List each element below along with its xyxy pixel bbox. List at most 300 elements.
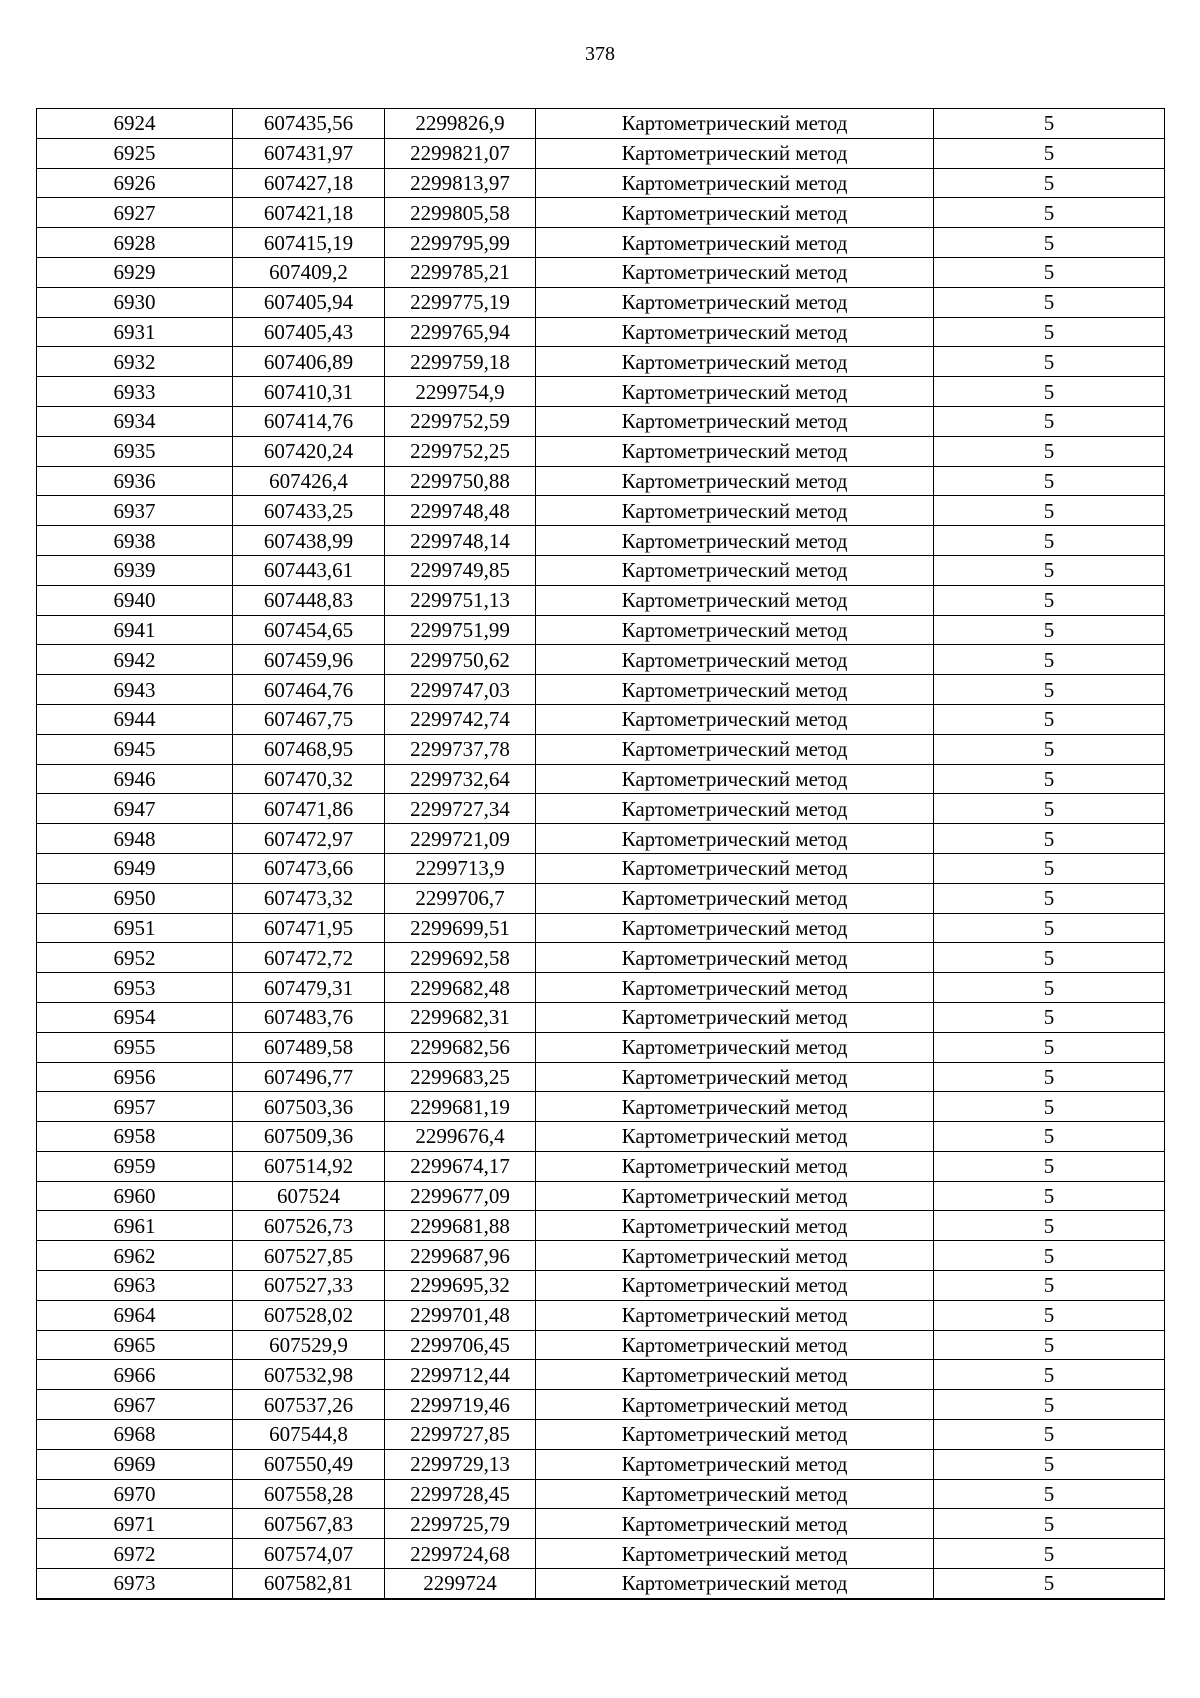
point-number-cell: 6930 — [37, 287, 233, 317]
method-cell: Картометрический метод — [536, 1151, 934, 1181]
point-number-cell: 6963 — [37, 1271, 233, 1301]
accuracy-cell: 5 — [934, 1390, 1165, 1420]
x-coordinate-cell: 607468,95 — [233, 734, 385, 764]
accuracy-cell: 5 — [934, 257, 1165, 287]
point-number-cell: 6929 — [37, 257, 233, 287]
accuracy-cell: 5 — [934, 1032, 1165, 1062]
coordinates-table-body — [37, 109, 1165, 1599]
method-cell: Картометрический метод — [536, 943, 934, 973]
x-coordinate-cell: 607406,89 — [233, 347, 385, 377]
accuracy-cell: 5 — [934, 466, 1165, 496]
x-coordinate-cell: 607472,97 — [233, 824, 385, 854]
method-cell: Картометрический метод — [536, 198, 934, 228]
table-row — [37, 1479, 1165, 1509]
x-coordinate-cell: 607532,98 — [233, 1360, 385, 1390]
x-coordinate-cell: 607405,43 — [233, 317, 385, 347]
table-row — [37, 1092, 1165, 1122]
y-coordinate-cell: 2299682,48 — [385, 973, 536, 1003]
point-number-cell: 6957 — [37, 1092, 233, 1122]
x-coordinate-cell: 607567,83 — [233, 1509, 385, 1539]
accuracy-cell: 5 — [934, 1271, 1165, 1301]
table-row — [37, 1002, 1165, 1032]
method-cell: Картометрический метод — [536, 1569, 934, 1599]
x-coordinate-cell: 607427,18 — [233, 168, 385, 198]
accuracy-cell: 5 — [934, 1092, 1165, 1122]
method-cell: Картометрический метод — [536, 377, 934, 407]
point-number-cell: 6956 — [37, 1062, 233, 1092]
method-cell: Картометрический метод — [536, 1002, 934, 1032]
table-row — [37, 1420, 1165, 1450]
accuracy-cell: 5 — [934, 287, 1165, 317]
x-coordinate-cell: 607464,76 — [233, 675, 385, 705]
table-row — [37, 645, 1165, 675]
y-coordinate-cell: 2299724,68 — [385, 1539, 536, 1569]
y-coordinate-cell: 2299713,9 — [385, 853, 536, 883]
table-row — [37, 764, 1165, 794]
table-row — [37, 704, 1165, 734]
method-cell: Картометрический метод — [536, 824, 934, 854]
y-coordinate-cell: 2299725,79 — [385, 1509, 536, 1539]
table-row — [37, 317, 1165, 347]
accuracy-cell: 5 — [934, 555, 1165, 585]
accuracy-cell: 5 — [934, 406, 1165, 436]
accuracy-cell: 5 — [934, 1479, 1165, 1509]
point-number-cell: 6967 — [37, 1390, 233, 1420]
method-cell: Картометрический метод — [536, 1181, 934, 1211]
method-cell: Картометрический метод — [536, 1241, 934, 1271]
table-row — [37, 1330, 1165, 1360]
x-coordinate-cell: 607527,33 — [233, 1271, 385, 1301]
x-coordinate-cell: 607467,75 — [233, 704, 385, 734]
point-number-cell: 6948 — [37, 824, 233, 854]
table-row — [37, 1151, 1165, 1181]
table-row — [37, 1211, 1165, 1241]
accuracy-cell: 5 — [934, 377, 1165, 407]
y-coordinate-cell: 2299706,7 — [385, 883, 536, 913]
x-coordinate-cell: 607426,4 — [233, 466, 385, 496]
y-coordinate-cell: 2299750,88 — [385, 466, 536, 496]
x-coordinate-cell: 607443,61 — [233, 555, 385, 585]
method-cell: Картометрический метод — [536, 526, 934, 556]
y-coordinate-cell: 2299754,9 — [385, 377, 536, 407]
method-cell: Картометрический метод — [536, 1360, 934, 1390]
y-coordinate-cell: 2299752,25 — [385, 436, 536, 466]
method-cell: Картометрический метод — [536, 317, 934, 347]
point-number-cell: 6924 — [37, 109, 233, 139]
table-row — [37, 585, 1165, 615]
method-cell: Картометрический метод — [536, 436, 934, 466]
point-number-cell: 6965 — [37, 1330, 233, 1360]
y-coordinate-cell: 2299749,85 — [385, 555, 536, 585]
accuracy-cell: 5 — [934, 585, 1165, 615]
y-coordinate-cell: 2299677,09 — [385, 1181, 536, 1211]
table-row — [37, 168, 1165, 198]
point-number-cell: 6943 — [37, 675, 233, 705]
x-coordinate-cell: 607433,25 — [233, 496, 385, 526]
table-row — [37, 1390, 1165, 1420]
method-cell: Картометрический метод — [536, 1032, 934, 1062]
y-coordinate-cell: 2299712,44 — [385, 1360, 536, 1390]
method-cell: Картометрический метод — [536, 1271, 934, 1301]
accuracy-cell: 5 — [934, 1181, 1165, 1211]
accuracy-cell: 5 — [934, 138, 1165, 168]
y-coordinate-cell: 2299742,74 — [385, 704, 536, 734]
y-coordinate-cell: 2299683,25 — [385, 1062, 536, 1092]
table-row — [37, 824, 1165, 854]
point-number-cell: 6941 — [37, 615, 233, 645]
x-coordinate-cell: 607483,76 — [233, 1002, 385, 1032]
point-number-cell: 6954 — [37, 1002, 233, 1032]
y-coordinate-cell: 2299785,21 — [385, 257, 536, 287]
accuracy-cell: 5 — [934, 764, 1165, 794]
accuracy-cell: 5 — [934, 913, 1165, 943]
accuracy-cell: 5 — [934, 1449, 1165, 1479]
table-row — [37, 555, 1165, 585]
point-number-cell: 6935 — [37, 436, 233, 466]
method-cell: Картометрический метод — [536, 257, 934, 287]
method-cell: Картометрический метод — [536, 1330, 934, 1360]
point-number-cell: 6950 — [37, 883, 233, 913]
accuracy-cell: 5 — [934, 436, 1165, 466]
y-coordinate-cell: 2299765,94 — [385, 317, 536, 347]
y-coordinate-cell: 2299813,97 — [385, 168, 536, 198]
point-number-cell: 6972 — [37, 1539, 233, 1569]
method-cell: Картометрический метод — [536, 168, 934, 198]
y-coordinate-cell: 2299748,48 — [385, 496, 536, 526]
method-cell: Картометрический метод — [536, 287, 934, 317]
table-row — [37, 1449, 1165, 1479]
accuracy-cell: 5 — [934, 1330, 1165, 1360]
point-number-cell: 6947 — [37, 794, 233, 824]
table-row — [37, 794, 1165, 824]
table-row — [37, 436, 1165, 466]
table-row — [37, 734, 1165, 764]
accuracy-cell: 5 — [934, 675, 1165, 705]
y-coordinate-cell: 2299821,07 — [385, 138, 536, 168]
method-cell: Картометрический метод — [536, 1390, 934, 1420]
method-cell: Картометрический метод — [536, 645, 934, 675]
point-number-cell: 6970 — [37, 1479, 233, 1509]
y-coordinate-cell: 2299751,13 — [385, 585, 536, 615]
x-coordinate-cell: 607435,56 — [233, 109, 385, 139]
table-row — [37, 466, 1165, 496]
x-coordinate-cell: 607544,8 — [233, 1420, 385, 1450]
x-coordinate-cell: 607528,02 — [233, 1300, 385, 1330]
accuracy-cell: 5 — [934, 973, 1165, 1003]
accuracy-cell: 5 — [934, 1211, 1165, 1241]
point-number-cell: 6926 — [37, 168, 233, 198]
table-row — [37, 138, 1165, 168]
method-cell: Картометрический метод — [536, 734, 934, 764]
point-number-cell: 6942 — [37, 645, 233, 675]
accuracy-cell: 5 — [934, 824, 1165, 854]
accuracy-cell: 5 — [934, 734, 1165, 764]
accuracy-cell: 5 — [934, 943, 1165, 973]
table-row — [37, 1241, 1165, 1271]
table-row — [37, 1569, 1165, 1599]
method-cell: Картометрический метод — [536, 883, 934, 913]
point-number-cell: 6958 — [37, 1122, 233, 1152]
accuracy-cell: 5 — [934, 1062, 1165, 1092]
x-coordinate-cell: 607459,96 — [233, 645, 385, 675]
y-coordinate-cell: 2299724 — [385, 1569, 536, 1599]
accuracy-cell: 5 — [934, 1539, 1165, 1569]
method-cell: Картометрический метод — [536, 1211, 934, 1241]
table-row — [37, 883, 1165, 913]
point-number-cell: 6925 — [37, 138, 233, 168]
x-coordinate-cell: 607550,49 — [233, 1449, 385, 1479]
y-coordinate-cell: 2299727,34 — [385, 794, 536, 824]
point-number-cell: 6945 — [37, 734, 233, 764]
method-cell: Картометрический метод — [536, 228, 934, 258]
x-coordinate-cell: 607431,97 — [233, 138, 385, 168]
page-number: 378 — [585, 43, 615, 65]
accuracy-cell: 5 — [934, 526, 1165, 556]
x-coordinate-cell: 607410,31 — [233, 377, 385, 407]
x-coordinate-cell: 607496,77 — [233, 1062, 385, 1092]
table-row — [37, 853, 1165, 883]
accuracy-cell: 5 — [934, 1300, 1165, 1330]
point-number-cell: 6962 — [37, 1241, 233, 1271]
point-number-cell: 6961 — [37, 1211, 233, 1241]
accuracy-cell: 5 — [934, 228, 1165, 258]
table-row — [37, 109, 1165, 139]
point-number-cell: 6953 — [37, 973, 233, 1003]
accuracy-cell: 5 — [934, 317, 1165, 347]
y-coordinate-cell: 2299751,99 — [385, 615, 536, 645]
y-coordinate-cell: 2299721,09 — [385, 824, 536, 854]
x-coordinate-cell: 607503,36 — [233, 1092, 385, 1122]
y-coordinate-cell: 2299682,56 — [385, 1032, 536, 1062]
point-number-cell: 6934 — [37, 406, 233, 436]
y-coordinate-cell: 2299706,45 — [385, 1330, 536, 1360]
method-cell: Картометрический метод — [536, 1479, 934, 1509]
method-cell: Картометрический метод — [536, 1092, 934, 1122]
table-row — [37, 406, 1165, 436]
x-coordinate-cell: 607574,07 — [233, 1539, 385, 1569]
y-coordinate-cell: 2299701,48 — [385, 1300, 536, 1330]
method-cell: Картометрический метод — [536, 138, 934, 168]
accuracy-cell: 5 — [934, 794, 1165, 824]
method-cell: Картометрический метод — [536, 109, 934, 139]
point-number-cell: 6933 — [37, 377, 233, 407]
method-cell: Картометрический метод — [536, 1122, 934, 1152]
table-row — [37, 1539, 1165, 1569]
accuracy-cell: 5 — [934, 704, 1165, 734]
accuracy-cell: 5 — [934, 883, 1165, 913]
method-cell: Картометрический метод — [536, 853, 934, 883]
point-number-cell: 6928 — [37, 228, 233, 258]
x-coordinate-cell: 607421,18 — [233, 198, 385, 228]
x-coordinate-cell: 607454,65 — [233, 615, 385, 645]
method-cell: Картометрический метод — [536, 913, 934, 943]
table-row — [37, 377, 1165, 407]
point-number-cell: 6938 — [37, 526, 233, 556]
x-coordinate-cell: 607526,73 — [233, 1211, 385, 1241]
method-cell: Картометрический метод — [536, 1539, 934, 1569]
y-coordinate-cell: 2299826,9 — [385, 109, 536, 139]
point-number-cell: 6952 — [37, 943, 233, 973]
x-coordinate-cell: 607414,76 — [233, 406, 385, 436]
point-number-cell: 6944 — [37, 704, 233, 734]
point-number-cell: 6949 — [37, 853, 233, 883]
y-coordinate-cell: 2299687,96 — [385, 1241, 536, 1271]
accuracy-cell: 5 — [934, 853, 1165, 883]
point-number-cell: 6968 — [37, 1420, 233, 1450]
y-coordinate-cell: 2299719,46 — [385, 1390, 536, 1420]
accuracy-cell: 5 — [934, 1241, 1165, 1271]
table-row — [37, 615, 1165, 645]
method-cell: Картометрический метод — [536, 1449, 934, 1479]
x-coordinate-cell: 607415,19 — [233, 228, 385, 258]
x-coordinate-cell: 607537,26 — [233, 1390, 385, 1420]
method-cell: Картометрический метод — [536, 1509, 934, 1539]
table-row — [37, 496, 1165, 526]
y-coordinate-cell: 2299805,58 — [385, 198, 536, 228]
x-coordinate-cell: 607470,32 — [233, 764, 385, 794]
y-coordinate-cell: 2299682,31 — [385, 1002, 536, 1032]
method-cell: Картометрический метод — [536, 704, 934, 734]
x-coordinate-cell: 607448,83 — [233, 585, 385, 615]
point-number-cell: 6971 — [37, 1509, 233, 1539]
method-cell: Картометрический метод — [536, 1420, 934, 1450]
accuracy-cell: 5 — [934, 109, 1165, 139]
x-coordinate-cell: 607514,92 — [233, 1151, 385, 1181]
method-cell: Картометрический метод — [536, 466, 934, 496]
point-number-cell: 6966 — [37, 1360, 233, 1390]
accuracy-cell: 5 — [934, 615, 1165, 645]
method-cell: Картометрический метод — [536, 1062, 934, 1092]
y-coordinate-cell: 2299681,88 — [385, 1211, 536, 1241]
table-row — [37, 228, 1165, 258]
method-cell: Картометрический метод — [536, 585, 934, 615]
table-row — [37, 1509, 1165, 1539]
y-coordinate-cell: 2299729,13 — [385, 1449, 536, 1479]
accuracy-cell: 5 — [934, 496, 1165, 526]
table-row — [37, 1032, 1165, 1062]
table-row — [37, 257, 1165, 287]
x-coordinate-cell: 607529,9 — [233, 1330, 385, 1360]
table-row — [37, 1122, 1165, 1152]
point-number-cell: 6955 — [37, 1032, 233, 1062]
x-coordinate-cell: 607489,58 — [233, 1032, 385, 1062]
table-row — [37, 1181, 1165, 1211]
table-row — [37, 1271, 1165, 1301]
y-coordinate-cell: 2299795,99 — [385, 228, 536, 258]
accuracy-cell: 5 — [934, 1420, 1165, 1450]
y-coordinate-cell: 2299759,18 — [385, 347, 536, 377]
x-coordinate-cell: 607527,85 — [233, 1241, 385, 1271]
y-coordinate-cell: 2299699,51 — [385, 913, 536, 943]
y-coordinate-cell: 2299748,14 — [385, 526, 536, 556]
x-coordinate-cell: 607409,2 — [233, 257, 385, 287]
table-row — [37, 526, 1165, 556]
y-coordinate-cell: 2299692,58 — [385, 943, 536, 973]
x-coordinate-cell: 607472,72 — [233, 943, 385, 973]
x-coordinate-cell: 607405,94 — [233, 287, 385, 317]
coordinates-table — [36, 108, 1165, 1600]
point-number-cell: 6973 — [37, 1569, 233, 1599]
y-coordinate-cell: 2299728,45 — [385, 1479, 536, 1509]
x-coordinate-cell: 607524 — [233, 1181, 385, 1211]
method-cell: Картометрический метод — [536, 973, 934, 1003]
accuracy-cell: 5 — [934, 198, 1165, 228]
point-number-cell: 6932 — [37, 347, 233, 377]
x-coordinate-cell: 607471,95 — [233, 913, 385, 943]
method-cell: Картометрический метод — [536, 615, 934, 645]
accuracy-cell: 5 — [934, 645, 1165, 675]
accuracy-cell: 5 — [934, 1151, 1165, 1181]
table-row — [37, 675, 1165, 705]
x-coordinate-cell: 607473,66 — [233, 853, 385, 883]
point-number-cell: 6939 — [37, 555, 233, 585]
point-number-cell: 6940 — [37, 585, 233, 615]
y-coordinate-cell: 2299681,19 — [385, 1092, 536, 1122]
table-row — [37, 198, 1165, 228]
point-number-cell: 6931 — [37, 317, 233, 347]
method-cell: Картометрический метод — [536, 1300, 934, 1330]
accuracy-cell: 5 — [934, 347, 1165, 377]
point-number-cell: 6951 — [37, 913, 233, 943]
method-cell: Картометрический метод — [536, 347, 934, 377]
point-number-cell: 6969 — [37, 1449, 233, 1479]
y-coordinate-cell: 2299676,4 — [385, 1122, 536, 1152]
x-coordinate-cell: 607582,81 — [233, 1569, 385, 1599]
point-number-cell: 6936 — [37, 466, 233, 496]
table-row — [37, 973, 1165, 1003]
x-coordinate-cell: 607471,86 — [233, 794, 385, 824]
method-cell: Картометрический метод — [536, 675, 934, 705]
y-coordinate-cell: 2299737,78 — [385, 734, 536, 764]
method-cell: Картометрический метод — [536, 794, 934, 824]
point-number-cell: 6937 — [37, 496, 233, 526]
x-coordinate-cell: 607479,31 — [233, 973, 385, 1003]
method-cell: Картометрический метод — [536, 555, 934, 585]
accuracy-cell: 5 — [934, 1122, 1165, 1152]
point-number-cell: 6964 — [37, 1300, 233, 1330]
table-row — [37, 287, 1165, 317]
point-number-cell: 6927 — [37, 198, 233, 228]
table-row — [37, 347, 1165, 377]
x-coordinate-cell: 607420,24 — [233, 436, 385, 466]
y-coordinate-cell: 2299752,59 — [385, 406, 536, 436]
y-coordinate-cell: 2299732,64 — [385, 764, 536, 794]
point-number-cell: 6960 — [37, 1181, 233, 1211]
y-coordinate-cell: 2299750,62 — [385, 645, 536, 675]
method-cell: Картометрический метод — [536, 764, 934, 794]
table-row — [37, 1062, 1165, 1092]
y-coordinate-cell: 2299727,85 — [385, 1420, 536, 1450]
y-coordinate-cell: 2299695,32 — [385, 1271, 536, 1301]
accuracy-cell: 5 — [934, 1569, 1165, 1599]
x-coordinate-cell: 607438,99 — [233, 526, 385, 556]
method-cell: Картометрический метод — [536, 406, 934, 436]
accuracy-cell: 5 — [934, 1360, 1165, 1390]
accuracy-cell: 5 — [934, 1509, 1165, 1539]
point-number-cell: 6946 — [37, 764, 233, 794]
table-row — [37, 943, 1165, 973]
x-coordinate-cell: 607509,36 — [233, 1122, 385, 1152]
method-cell: Картометрический метод — [536, 496, 934, 526]
x-coordinate-cell: 607558,28 — [233, 1479, 385, 1509]
accuracy-cell: 5 — [934, 168, 1165, 198]
point-number-cell: 6959 — [37, 1151, 233, 1181]
x-coordinate-cell: 607473,32 — [233, 883, 385, 913]
table-row — [37, 913, 1165, 943]
y-coordinate-cell: 2299674,17 — [385, 1151, 536, 1181]
table-row — [37, 1300, 1165, 1330]
y-coordinate-cell: 2299747,03 — [385, 675, 536, 705]
